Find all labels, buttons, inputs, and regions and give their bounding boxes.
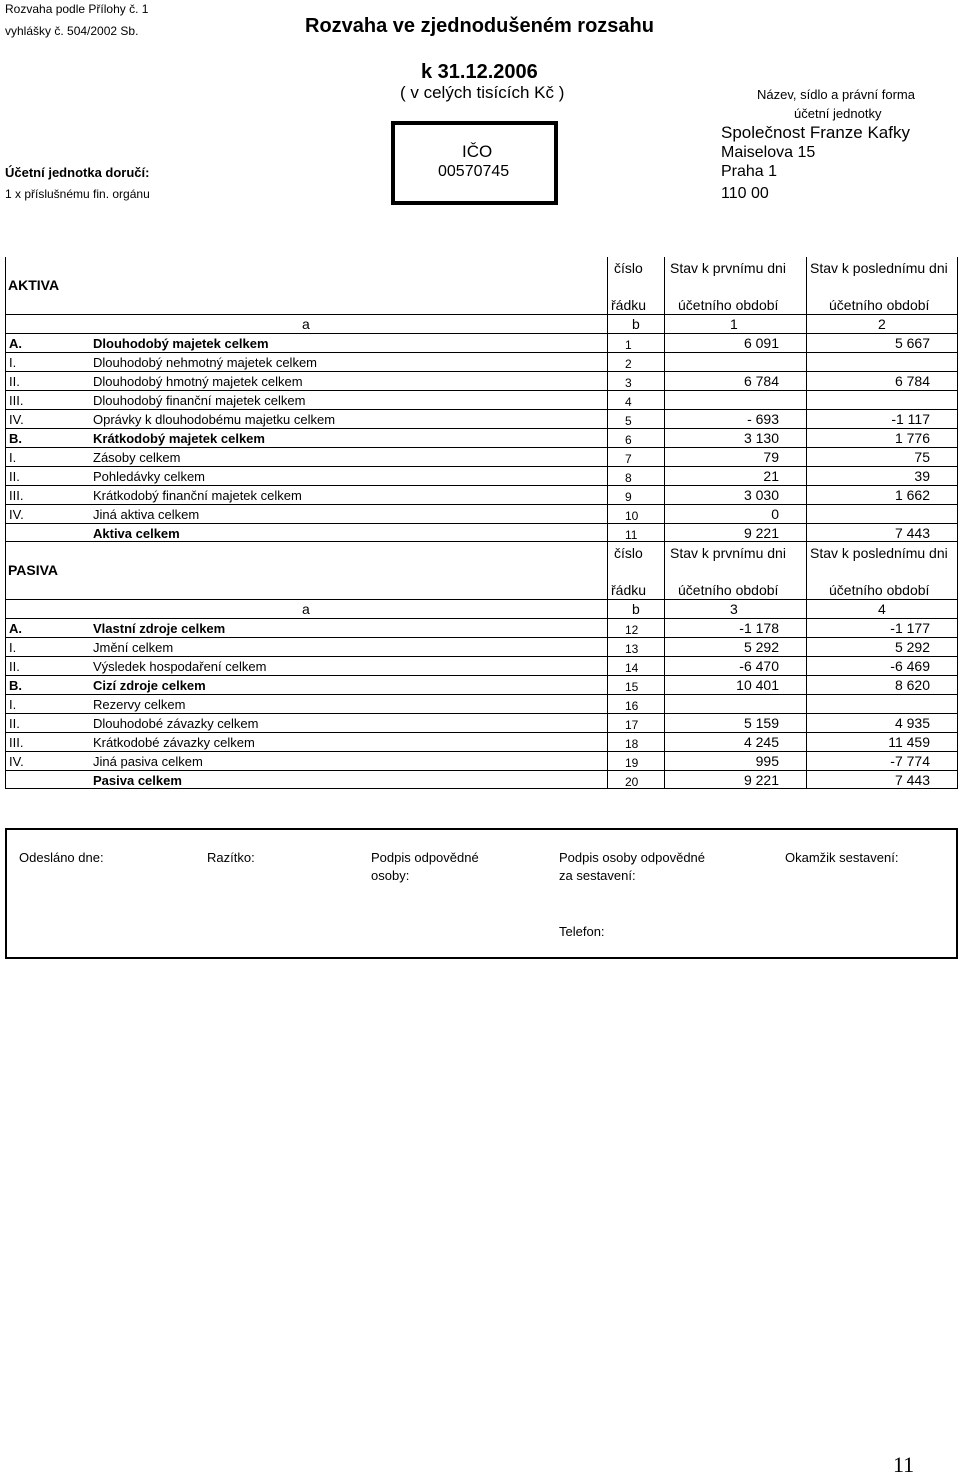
header-col2-bottom: účetního období: [829, 297, 930, 313]
row-code: A.: [9, 336, 22, 351]
row-value-end: -7 774: [890, 753, 930, 769]
letter-a: a: [302, 316, 310, 332]
table-row: [5, 675, 958, 694]
row-value-start: 9 221: [743, 525, 779, 541]
pasiva-letters-row: [5, 599, 958, 618]
table-row: [5, 656, 958, 675]
letter-b: b: [632, 601, 640, 617]
pasiva-header: [5, 542, 958, 599]
row-value-start: 5 292: [743, 639, 779, 655]
row-value-end: 39: [914, 468, 930, 484]
table-row: [5, 466, 958, 485]
table-row: [5, 523, 958, 542]
row-value-start: 4 245: [743, 734, 779, 750]
row-value-start: 6 784: [743, 373, 779, 389]
row-value-end: 8 620: [894, 677, 930, 693]
aktiva-letters-row: [5, 314, 958, 333]
ico-value: 00570745: [438, 163, 510, 180]
table-row: [5, 485, 958, 504]
header-col1-bottom: účetního období: [678, 297, 779, 313]
table-row: [5, 390, 958, 409]
table-row: [5, 637, 958, 656]
row-number: 20: [625, 775, 639, 789]
row-number: 4: [625, 395, 632, 409]
letter-c1: 1: [730, 316, 738, 332]
row-code: II.: [9, 716, 20, 731]
table-row: [5, 333, 958, 352]
signature-box: [5, 828, 958, 959]
row-code: I.: [9, 355, 17, 370]
row-label: Dlouhodobé závazky celkem: [93, 716, 259, 731]
row-value-end: 1 662: [894, 487, 930, 503]
row-value-end: 5 292: [894, 639, 930, 655]
row-code: I.: [9, 640, 17, 655]
entity-city: Praha 1: [721, 163, 778, 180]
row-label: Oprávky k dlouhodobému majetku celkem: [93, 412, 336, 427]
header-col2-top: Stav k poslednímu dni: [810, 545, 948, 561]
date-line: k 31.12.2006: [421, 61, 538, 83]
entity-heading-2: účetní jednotky: [794, 106, 882, 121]
letter-c1: 3: [730, 601, 738, 617]
row-value-start: 9 221: [743, 772, 779, 788]
table-row: [5, 504, 958, 523]
form-reference-line1: Rozvaha podle Přílohy č. 1: [5, 2, 149, 16]
row-number: 2: [625, 357, 632, 371]
row-code: I.: [9, 450, 17, 465]
table-row: [5, 713, 958, 732]
table-row: [5, 732, 958, 751]
table-row: [5, 694, 958, 713]
row-code: I.: [9, 697, 17, 712]
header-col2-bottom: účetního období: [829, 582, 930, 598]
aktiva-header: [5, 257, 958, 314]
stamp-label: Razítko:: [207, 850, 255, 865]
row-number: 15: [625, 680, 639, 694]
row-value-start: 0: [771, 506, 779, 522]
row-number: 1: [625, 338, 632, 352]
table-row: [5, 352, 958, 371]
row-code: III.: [9, 735, 24, 750]
row-value-end: 11 459: [888, 734, 930, 750]
row-number: 13: [625, 642, 639, 656]
row-code: B.: [9, 678, 22, 693]
phone-label: Telefon:: [559, 924, 605, 939]
row-value-start: 79: [763, 449, 779, 465]
row-value-start: -6 470: [739, 658, 779, 674]
row-code: A.: [9, 621, 22, 636]
entity-heading-1: Název, sídlo a právní forma: [757, 87, 915, 102]
row-value-start: 3 130: [743, 430, 779, 446]
compiler-signature-label-2: za sestavení:: [559, 868, 636, 883]
row-value-start: 3 030: [743, 487, 779, 503]
row-number: 5: [625, 414, 632, 428]
letter-c2: 4: [878, 601, 886, 617]
row-label: Aktiva celkem: [93, 526, 180, 541]
table-row: [5, 409, 958, 428]
row-label: Dlouhodobý hmotný majetek celkem: [93, 374, 303, 389]
row-value-start: 10 401: [736, 677, 779, 693]
responsible-signature-label-2: osoby:: [371, 868, 410, 883]
row-label: Pohledávky celkem: [93, 469, 205, 484]
aktiva-table: [5, 257, 958, 542]
sent-date-label: Odesláno dne:: [19, 850, 104, 865]
row-label: Krátkodobé závazky celkem: [93, 735, 255, 750]
row-value-start: 995: [755, 753, 779, 769]
header-col1-top: Stav k prvnímu dni: [670, 545, 786, 561]
table-row: [5, 618, 958, 637]
page-number: 11: [893, 1452, 915, 1475]
compiler-signature-label-1: Podpis osoby odpovědné: [559, 850, 706, 865]
row-label: Krátkodobý majetek celkem: [93, 431, 265, 446]
row-number: 9: [625, 490, 632, 504]
row-code: II.: [9, 374, 20, 389]
delivers-label: Účetní jednotka doručí:: [5, 165, 150, 180]
row-value-end: 4 935: [894, 715, 930, 731]
row-label: Zásoby celkem: [93, 450, 181, 465]
row-value-end: 7 443: [894, 525, 930, 541]
aktiva-section-label: AKTIVA: [8, 277, 60, 293]
row-number: 16: [625, 699, 639, 713]
row-value-end: 7 443: [894, 772, 930, 788]
page-title: Rozvaha ve zjednodušeném rozsahu: [305, 15, 654, 37]
ico-label: IČO: [462, 142, 493, 161]
table-row: [5, 371, 958, 390]
entity-street: Maiselova 15: [721, 144, 816, 161]
row-value-end: -1 117: [891, 411, 930, 427]
header-row-number-bottom: řádku: [611, 297, 647, 313]
row-code: III.: [9, 393, 24, 408]
row-code: IV.: [9, 754, 24, 769]
row-label: Jiná aktiva celkem: [93, 507, 200, 522]
form-reference-line2: vyhlášky č. 504/2002 Sb.: [5, 24, 139, 38]
row-value-end: 5 667: [894, 335, 930, 351]
row-number: 17: [625, 718, 639, 732]
row-label: Dlouhodobý finanční majetek celkem: [93, 393, 306, 408]
row-number: 11: [625, 528, 638, 542]
entity-name: Společnost Franze Kafky: [721, 123, 910, 142]
row-label: Jmění celkem: [93, 640, 174, 655]
delivers-to: 1 x příslušnému fin. orgánu: [5, 187, 150, 201]
row-code: II.: [9, 469, 20, 484]
header-row-number-top: číslo: [614, 545, 643, 561]
compilation-moment-label: Okamžik sestavení:: [785, 850, 899, 865]
row-number: 14: [625, 661, 639, 675]
row-value-start: -1 178: [739, 620, 779, 636]
row-value-end: 75: [914, 449, 930, 465]
row-value-start: 6 091: [743, 335, 779, 351]
row-value-end: -1 177: [890, 620, 930, 636]
row-label: Cizí zdroje celkem: [93, 678, 206, 693]
row-value-start: 21: [763, 468, 779, 484]
units-line: ( v celých tisících Kč ): [400, 83, 565, 102]
row-label: Vlastní zdroje celkem: [93, 621, 226, 636]
pasiva-table: [5, 542, 958, 789]
row-code: III.: [9, 488, 24, 503]
row-label: Dlouhodobý nehmotný majetek celkem: [93, 355, 318, 370]
header-row-number-bottom: řádku: [611, 582, 647, 598]
table-row: [5, 751, 958, 770]
row-label: Výsledek hospodaření celkem: [93, 659, 267, 674]
row-code: II.: [9, 659, 20, 674]
header-row-number-top: číslo: [614, 260, 643, 276]
row-code: B.: [9, 431, 22, 446]
row-number: 3: [625, 376, 632, 390]
row-number: 10: [625, 509, 639, 523]
row-number: 6: [625, 433, 632, 447]
row-number: 7: [625, 452, 632, 466]
row-label: Dlouhodobý majetek celkem: [93, 336, 269, 351]
row-value-start: 5 159: [743, 715, 779, 731]
row-value-end: 1 776: [894, 430, 930, 446]
header-col1-bottom: účetního období: [678, 582, 779, 598]
pasiva-section-label: PASIVA: [8, 562, 59, 578]
header-col1-top: Stav k prvnímu dni: [670, 260, 786, 276]
table-row: [5, 770, 958, 789]
row-number: 12: [625, 623, 639, 637]
letter-a: a: [302, 601, 310, 617]
entity-zip: 110 00: [721, 185, 769, 202]
row-value-end: -6 469: [890, 658, 930, 674]
row-number: 8: [625, 471, 632, 485]
row-label: Krátkodobý finanční majetek celkem: [93, 488, 302, 503]
row-number: 18: [625, 737, 639, 751]
row-label: Rezervy celkem: [93, 697, 186, 712]
table-row: [5, 428, 958, 447]
row-code: IV.: [9, 412, 24, 427]
row-code: IV.: [9, 507, 24, 522]
row-number: 19: [625, 756, 639, 770]
row-value-start: - 693: [747, 411, 779, 427]
letter-c2: 2: [878, 316, 886, 332]
row-label: Pasiva celkem: [93, 773, 182, 788]
letter-b: b: [632, 316, 640, 332]
header-col2-top: Stav k poslednímu dni: [810, 260, 948, 276]
responsible-signature-label-1: Podpis odpovědné: [371, 850, 479, 865]
table-row: [5, 447, 958, 466]
row-value-end: 6 784: [894, 373, 930, 389]
row-label: Jiná pasiva celkem: [93, 754, 203, 769]
